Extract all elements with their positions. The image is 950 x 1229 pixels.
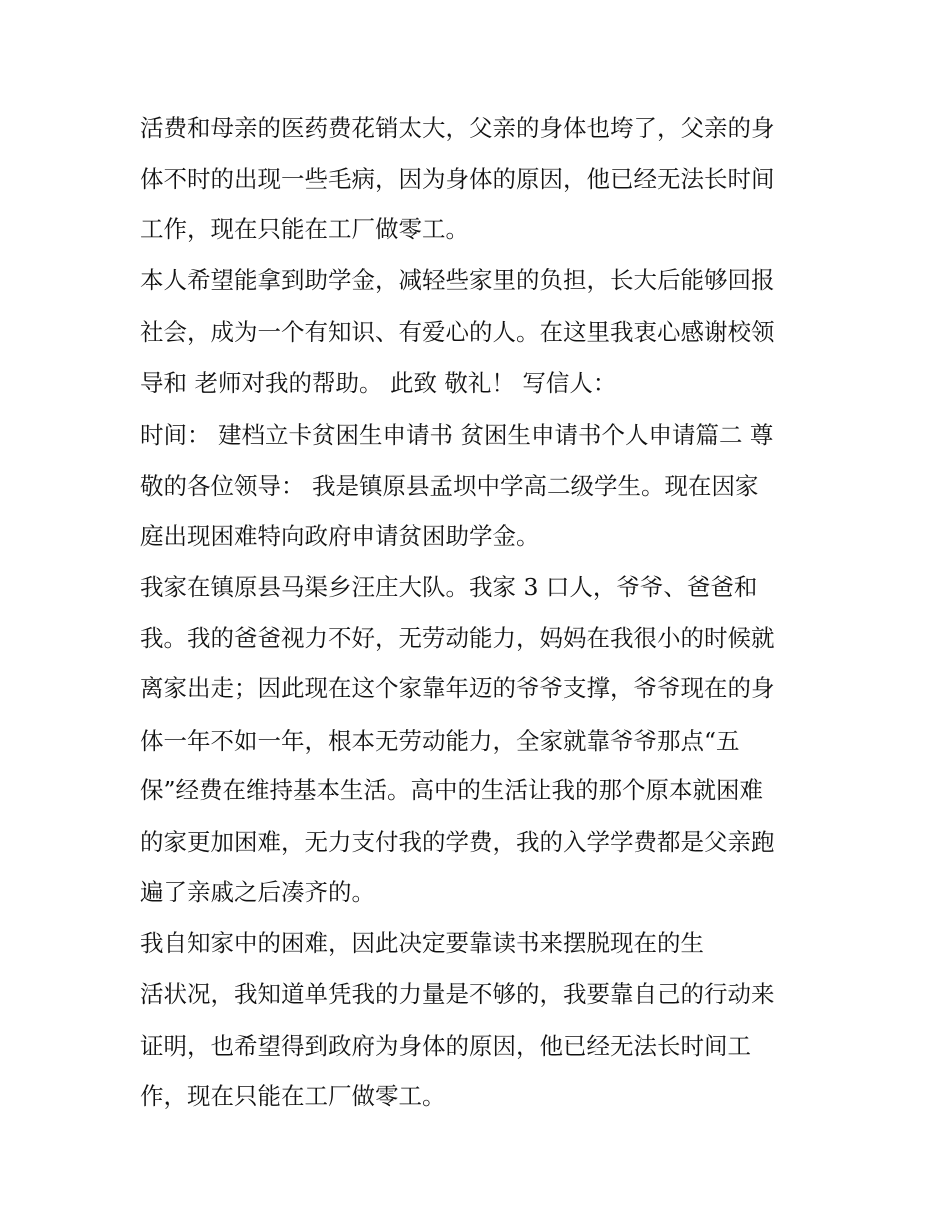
- text-line: 我自知家中的困难，因此决定要靠读书来摆脱现在的生: [140, 929, 704, 957]
- text-line: 本人希望能拿到助学金，减轻些家里的负担，长大后能够回报: [140, 266, 775, 294]
- text-line: 庭出现困难特向政府申请贫困助学金。: [140, 522, 540, 550]
- text-line: 的家更加困难，无力支付我的学费，我的入学学费都是父亲跑: [140, 828, 775, 856]
- text-line: 证明，也希望得到政府为身体的原因，他已经无法长时间工: [140, 1032, 751, 1060]
- text-line: 保”经费在维持基本生活。高中的生活让我的那个原本就困难: [140, 776, 764, 804]
- text-line: 作，现在只能在工厂做零工。: [140, 1082, 446, 1110]
- text-line: 活费和母亲的医药费花销太大，父亲的身体也垮了，父亲的身: [140, 114, 775, 142]
- text-line: 离家出走；因此现在这个家靠年迈的爷爷支撑，爷爷现在的身: [140, 674, 775, 702]
- text-line: 我。我的爸爸视力不好，无劳动能力，妈妈在我很小的时候就: [140, 624, 775, 652]
- text-line: 工作，现在只能在工厂做零工。: [140, 215, 469, 243]
- text-line: 体不时的出现一些毛病，因为身体的原因，他已经无法长时间: [140, 165, 775, 193]
- text-line: 我家在镇原县马渠乡汪庄大队。我家 3 口人，爷爷、爸爸和: [140, 573, 758, 601]
- text-line: 社会，成为一个有知识、有爱心的人。在这里我衷心感谢校领: [140, 318, 775, 346]
- text-line: 活状况，我知道单凭我的力量是不够的，我要靠自己的行动来: [140, 980, 775, 1008]
- text-line: 遍了亲戚之后凑齐的。: [140, 878, 375, 906]
- text-line: 时间： 建档立卡贫困生申请书 贫困生申请书个人申请篇二 尊: [140, 421, 774, 449]
- text-line: 敬的各位领导： 我是镇原县孟坝中学高二级学生。现在因家: [140, 472, 759, 500]
- text-line: 体一年不如一年，根本无劳动能力，全家就靠爷爷那点“五: [140, 727, 740, 755]
- text-line: 导和 老师对我的帮助。 此致 敬礼！ 写信人：: [140, 369, 617, 397]
